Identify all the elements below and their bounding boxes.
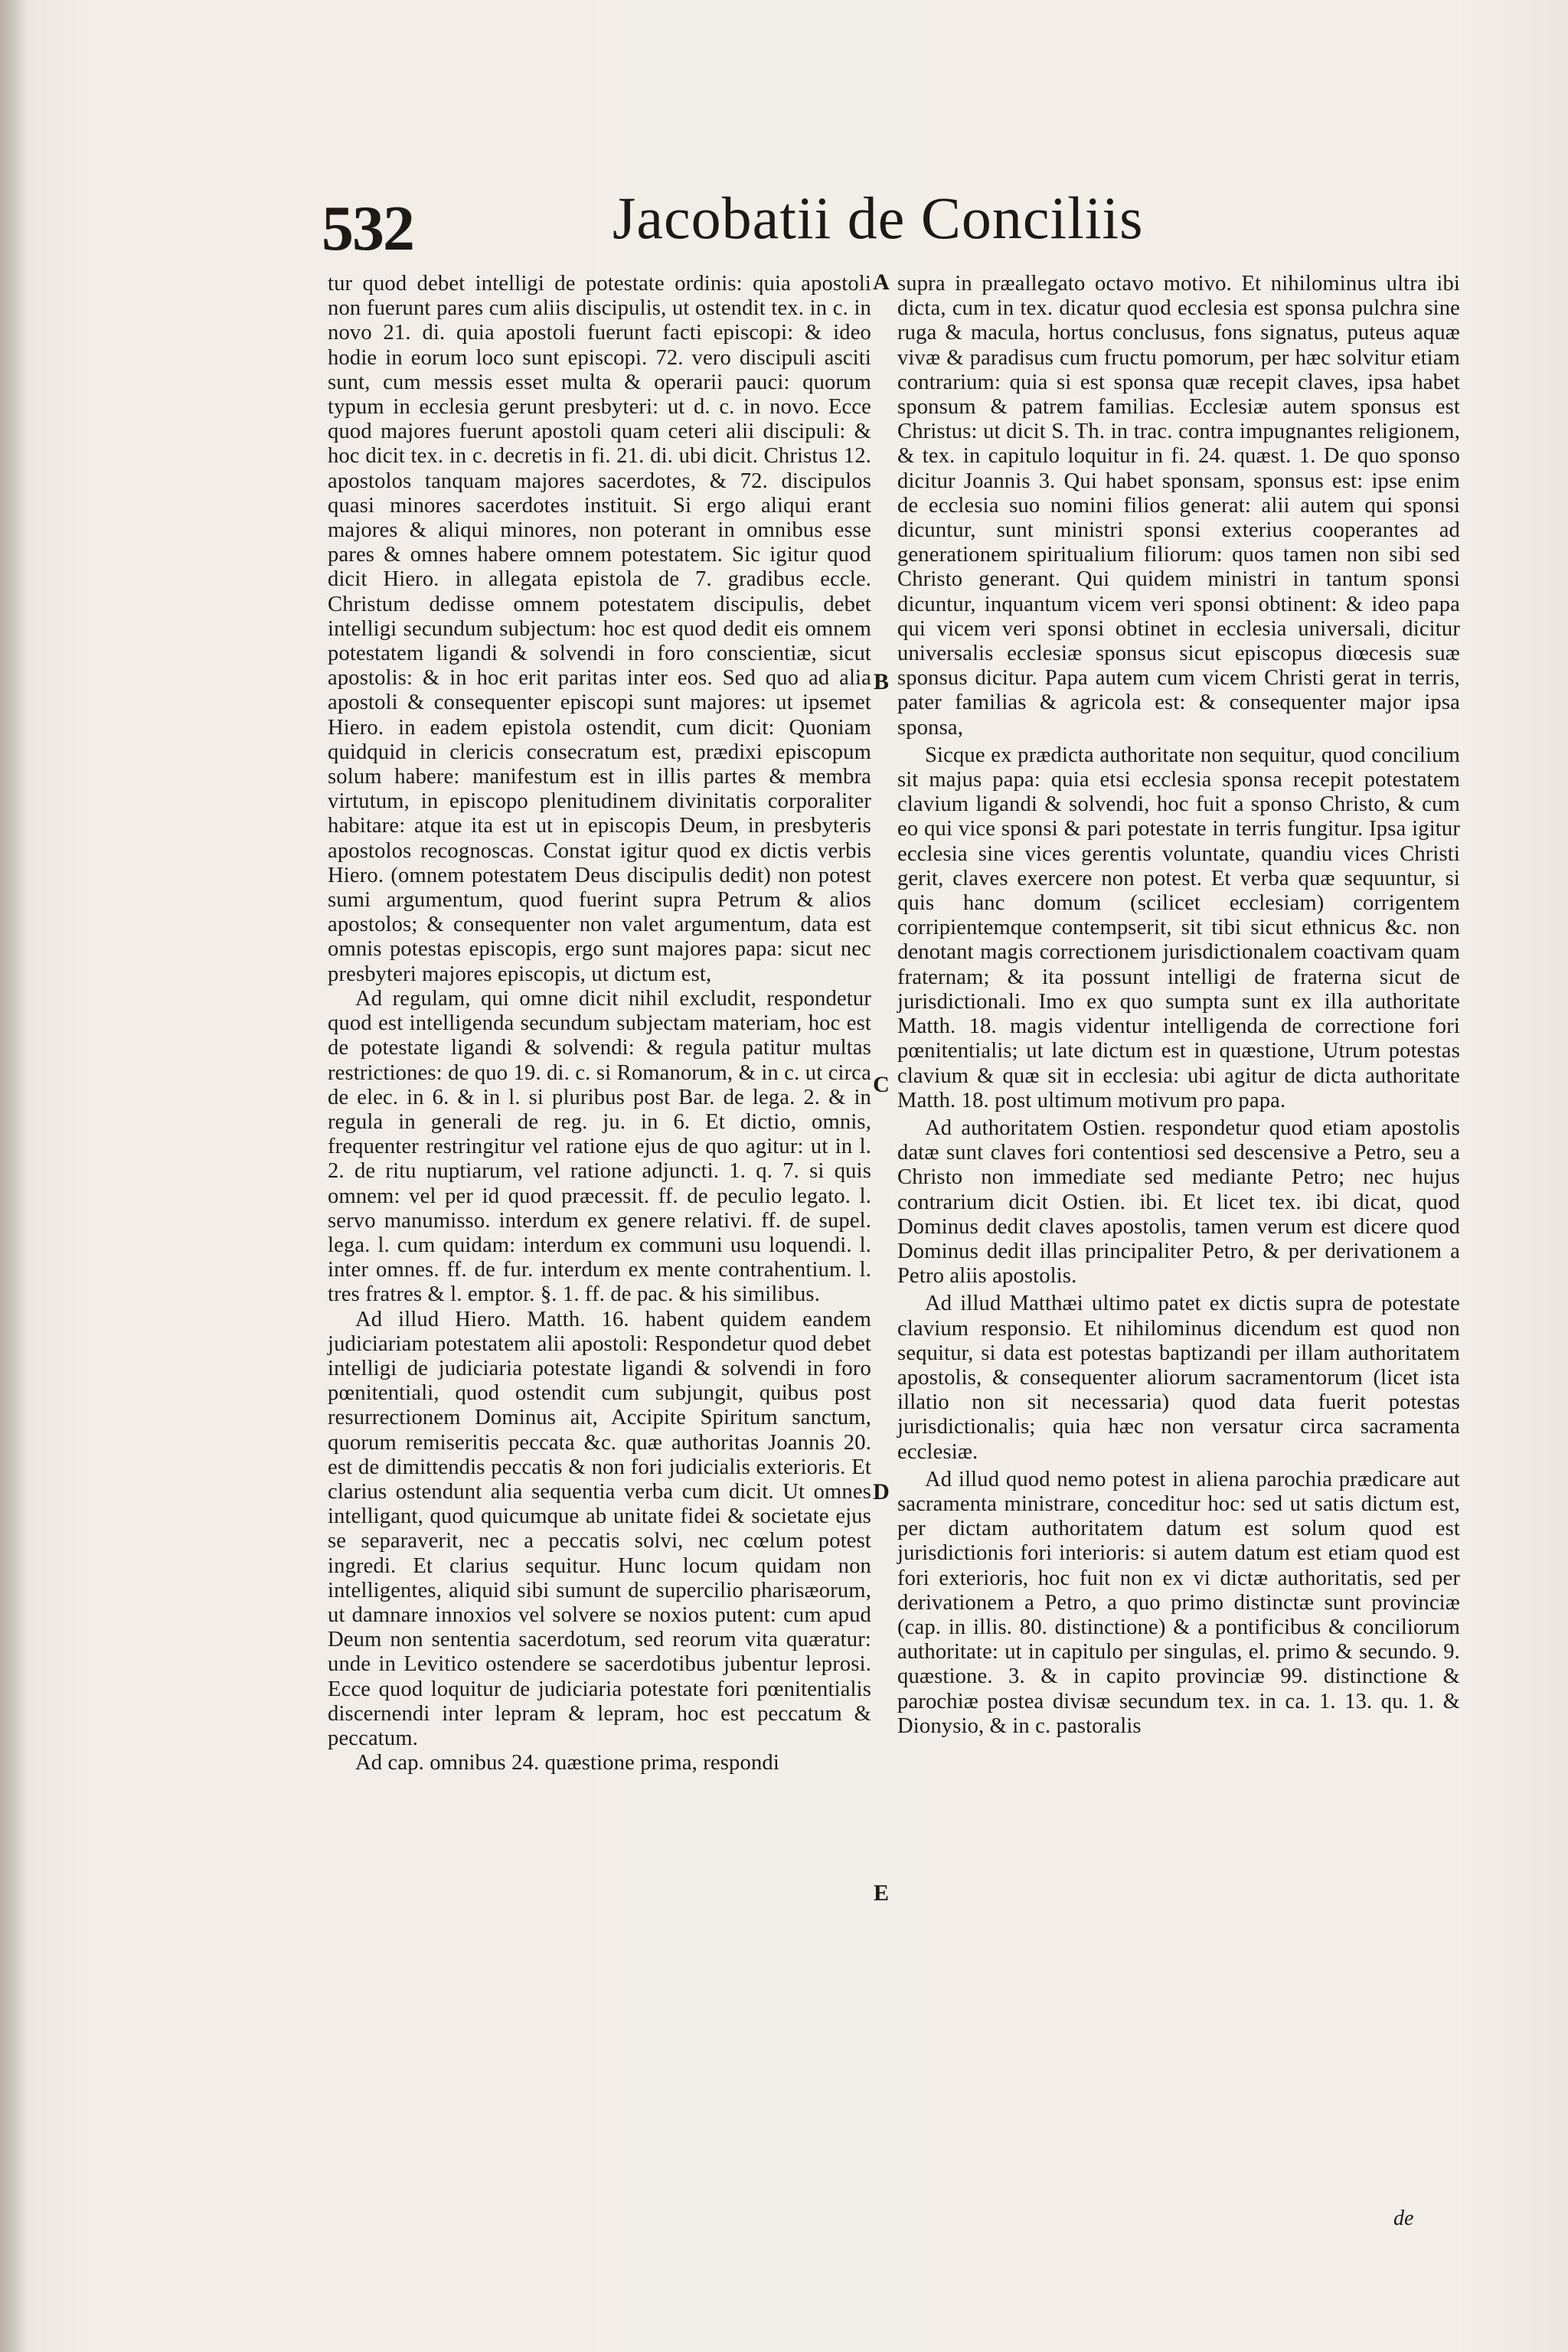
left-paragraph-3: Ad illud Hiero. Matth. 16. habent quidem eandem judiciariam potestatem alii apostoli: Respondetur quod debet intelligi de judiciaria potestate ligandi & solvendi in foro pœnitentiali, quod ostendit cum subjungit, quibus post resurrectionem Dominus ait, Accipite Spiritum sanctum, quorum remiseritis peccata &c. quæ authoritas Joannis 20. est de dimittendis peccatis & non fori judicialis exterioris. Et clarius ostendunt alia sequentia verba cum dicit. Ut omnes intelligant, quod quicumque ab unitate fidei & societate ejus se separaverit, nec a peccatis solvi, nec cœlum potest ingredi. Et clarius sequitur. Hunc locum quidam non intelligentes, aliquid sibi sumunt de supercilio pharisæorum, ut damnare innoxios vel solvere se noxios putent: cum apud Deum non sententia sacerdotum, sed reorum vita quæratur: unde in Levitico ostendere se sacerdotibus jubentur leprosi. Ecce quod loquitur de judiciaria potestate fori pœnitentialis discernendi inter lepram & lepram, hoc est peccatum & peccatum. (328, 1307, 871, 1750)
running-title: Jacobatii de Conciliis (612, 185, 1144, 251)
margin-marker-d: D (873, 1479, 890, 1504)
margin-marker-c: C (873, 1072, 890, 1097)
page-header (322, 184, 1470, 268)
binding-gutter-shadow (0, 0, 26, 2352)
page-number: 532 (322, 193, 413, 264)
margin-marker-b: B (873, 669, 889, 694)
catchword: de (1393, 2207, 1414, 2230)
left-paragraph-2: Ad regulam, qui omne dicit nihil excludit, respondetur quod est intelligenda secundum subjectam materiam, hoc est de potestate ligandi & solvendi: & regula patitur multas restrictiones: de quo 19. di. c. si Romanorum, & in c. ut circa de elec. in 6. & in l. si pluribus post Bar. de lega. 2. & in regula in generali de reg. ju. in 6. Et dictio, omnis, frequenter restringitur vel ratione ejus de quo agitur: ut in l. 2. de ritu nuptiarum, vel ratione adjuncti. 1. q. 7. si quis omnem: vel per id quod præcessit. ff. de peculio legato. l. servo manumisso. interdum ex genere relativi. ff. de supel. lega. l. cum quidam: interdum ex communi usu loquendi. l. inter omnes. ff. de fur. interdum ex mente contrahentium. l. tres fratres & l. emptor. §. 1. ff. de pac. & his similibus. (328, 986, 871, 1307)
right-paragraph-3: Ad authoritatem Ostien. respondetur quod etiam apostolis datæ sunt claves fori contentiosi sed descensive a Petro, seu a Christo non immediate sed mediante Petro; nec hujus contrarium dicit Ostien. ibi. Et licet tex. ibi dicat, quod Dominus dedit claves apostolis, tamen verum est dicere quod Dominus dedit illas principaliter Petro, & per derivationem a Petro aliis apostolis. (897, 1116, 1460, 1289)
left-paragraph-1: tur quod debet intelligi de potestate ordinis: quia apostoli non fuerunt pares cum aliis discipulis, ut ostendit tex. in c. in novo 21. di. quia apostoli fuerunt facti episcopi: & ideo hodie in eorum loco sunt episcopi. 72. vero discipuli asciti sunt, cum messis esset multa & operarii pauci: quorum typum in ecclesia gerunt presbyteri: ut d. c. in novo. Ecce quod majores fuerunt apostoli quam ceteri alii discipuli: & hoc dicit tex. in c. decretis in fi. 21. di. ubi dicit. Christus 12. apostolos tanquam majores sacerdotes, & 72. discipulos quasi minores sacerdotes instituit. Si ergo aliqui erant majores & aliqui minores, non poterant in omnibus esse pares & omnes habere omnem potestatem. Sic igitur quod dicit Hiero. in allegata epistola de 7. gradibus eccle. Christum dedisse omnem potestatem discipulis, debet intelligi secundum subjectum: hoc est quod dedit eis omnem potestatem ligandi & solvendi in foro conscientiæ, sicut apostolis: & in hoc erit paritas inter eos. Sed quo ad alia apostoli & consequenter episcopi sunt majores: ut ipsemet Hiero. in eadem epistola ostendit, cum dicit: Quoniam quidquid in clericis consecratum est, prædixi episcopum solum habere: manifestum est in illis partes & membra virtutum, in episcopo plenitudinem divinitatis corporaliter habitare: atque ita est ut in episcopis Deum, in presbyteris apostolos recognoscas. Constat igitur quod ex dictis verbis Hiero. (omnem potestatem Deus discipulis dedit) non potest sumi argumentum, quod fuerint supra Petrum & alios apostolos; & consequenter non valet argumentum, data est omnis potestas episcopis, ergo sunt majores papa: sicut nec presbyteri majores episcopis, ut dictum est, (328, 272, 871, 986)
left-column (328, 272, 871, 1775)
right-paragraph-2: Sicque ex prædicta authoritate non sequitur, quod concilium sit majus papa: quia etsi ecclesia sponsa recepit potestatem clavium ligandi & solvendi, hoc fuit a sponso Christo, & cum eo qui vice sponsi & pari potestate in terris fungitur. Ipsa igitur ecclesia sine vices gerentis voluntate, quandiu vices Christi gerit, claves exercere non potest. Et verba quæ sequuntur, si quis hanc domum (scilicet ecclesiam) corrigentem corripientemque contempserit, sit tibi sicut ethnicus &c. non denotant magis correctionem jurisdictionalem coactivam quam fraternam; & ita possunt intelligi de fraterna sicut de jurisdictionali. Imo ex quo sumpta sunt ex illa authoritate Matth. 18. magis videntur intelligenda de correctione fori pœnitentialis; ut late dictum est in quæstione, Utrum potestas clavium & quæ sit in ecclesia: ubi agitur de dicta authoritate Matth. 18. post ultimum motivum pro papa. (897, 743, 1460, 1112)
margin-marker-a: A (873, 270, 890, 295)
left-paragraph-4: Ad cap. omnibus 24. quæstione prima, respondi (355, 1751, 779, 1775)
right-paragraph-4: Ad illud Matthæi ultimo patet ex dictis supra de potestate clavium responsio. Et nihilominus dicendum est quod non sequitur, si data est potestas baptizandi per illam authoritatem apostolis, & consequenter aliorum sacramentorum (licet ista illatio non sit necessaria) quod data fuerit potestas jurisdictionalis; quia hæc non versatur circa sacramenta ecclesiæ. (897, 1292, 1460, 1464)
right-paragraph-5: Ad illud quod nemo potest in aliena parochia prædicare aut sacramenta ministrare, conceditur hoc: sed ut satis dictum est, per dictam authoritatem datum est solum quod est jurisdictionis fori interioris: si autem datum est etiam quod est fori exterioris, hoc fuit non ex vi dictæ authoritatis, sed per derivationem a Petro, a quo primo distinctæ sunt provinciæ (cap. in illis. 80. distinctione) & a pontificibus & conciliorum authoritate: ut in capitulo per singulas, el. primo & secundo. 9. quæstione. 3. & in capito provinciæ 99. distinctione & parochiæ postea divisæ secundum tex. in ca. 1. 13. qu. 1. & Dionysio, & in c. pastoralis (897, 1467, 1460, 1738)
margin-marker-e: E (873, 1880, 889, 1906)
right-column (897, 272, 1460, 1739)
right-paragraph-1: supra in præallegato octavo motivo. Et nihilominus ultra ibi dicta, cum in tex. dicatur quod ecclesia est sponsa pulchra sine ruga & macula, hortus conclusus, fons signatus, puteus aquæ vivæ & paradisus cum fructu pomorum, per hæc solvitur etiam contrarium: quia si est sponsa quæ recepit claves, ipsa habet sponsum & patrem familias. Ecclesiæ autem sponsus est Christus: ut dicit S. Th. in trac. contra impugnantes religionem, & tex. in capitulo loquitur in fi. 24. quæst. 1. De quo sponso dicitur Joannis 3. Qui habet sponsam, sponsus est: ipse enim de ecclesia suo nomini filios generat: alii autem qui sponsi dicuntur, sunt ministri sponsi exterius cooperantes ad generationem spiritualium filiorum: quos tamen non sibi sed Christo generant. Qui quidem ministri in tantum sponsi dicuntur, inquantum vicem veri sponsi obtinent: & ideo papa qui vicem veri sponsi obtinet in ecclesia universali, dicitur universalis ecclesiæ sponsus sicut episcopus diœcesis suæ sponsus dicitur. Papa autem cum vicem Christi gerat in terris, pater familias & agricola est: & consequenter major ipsa sponsa, (897, 272, 1460, 740)
